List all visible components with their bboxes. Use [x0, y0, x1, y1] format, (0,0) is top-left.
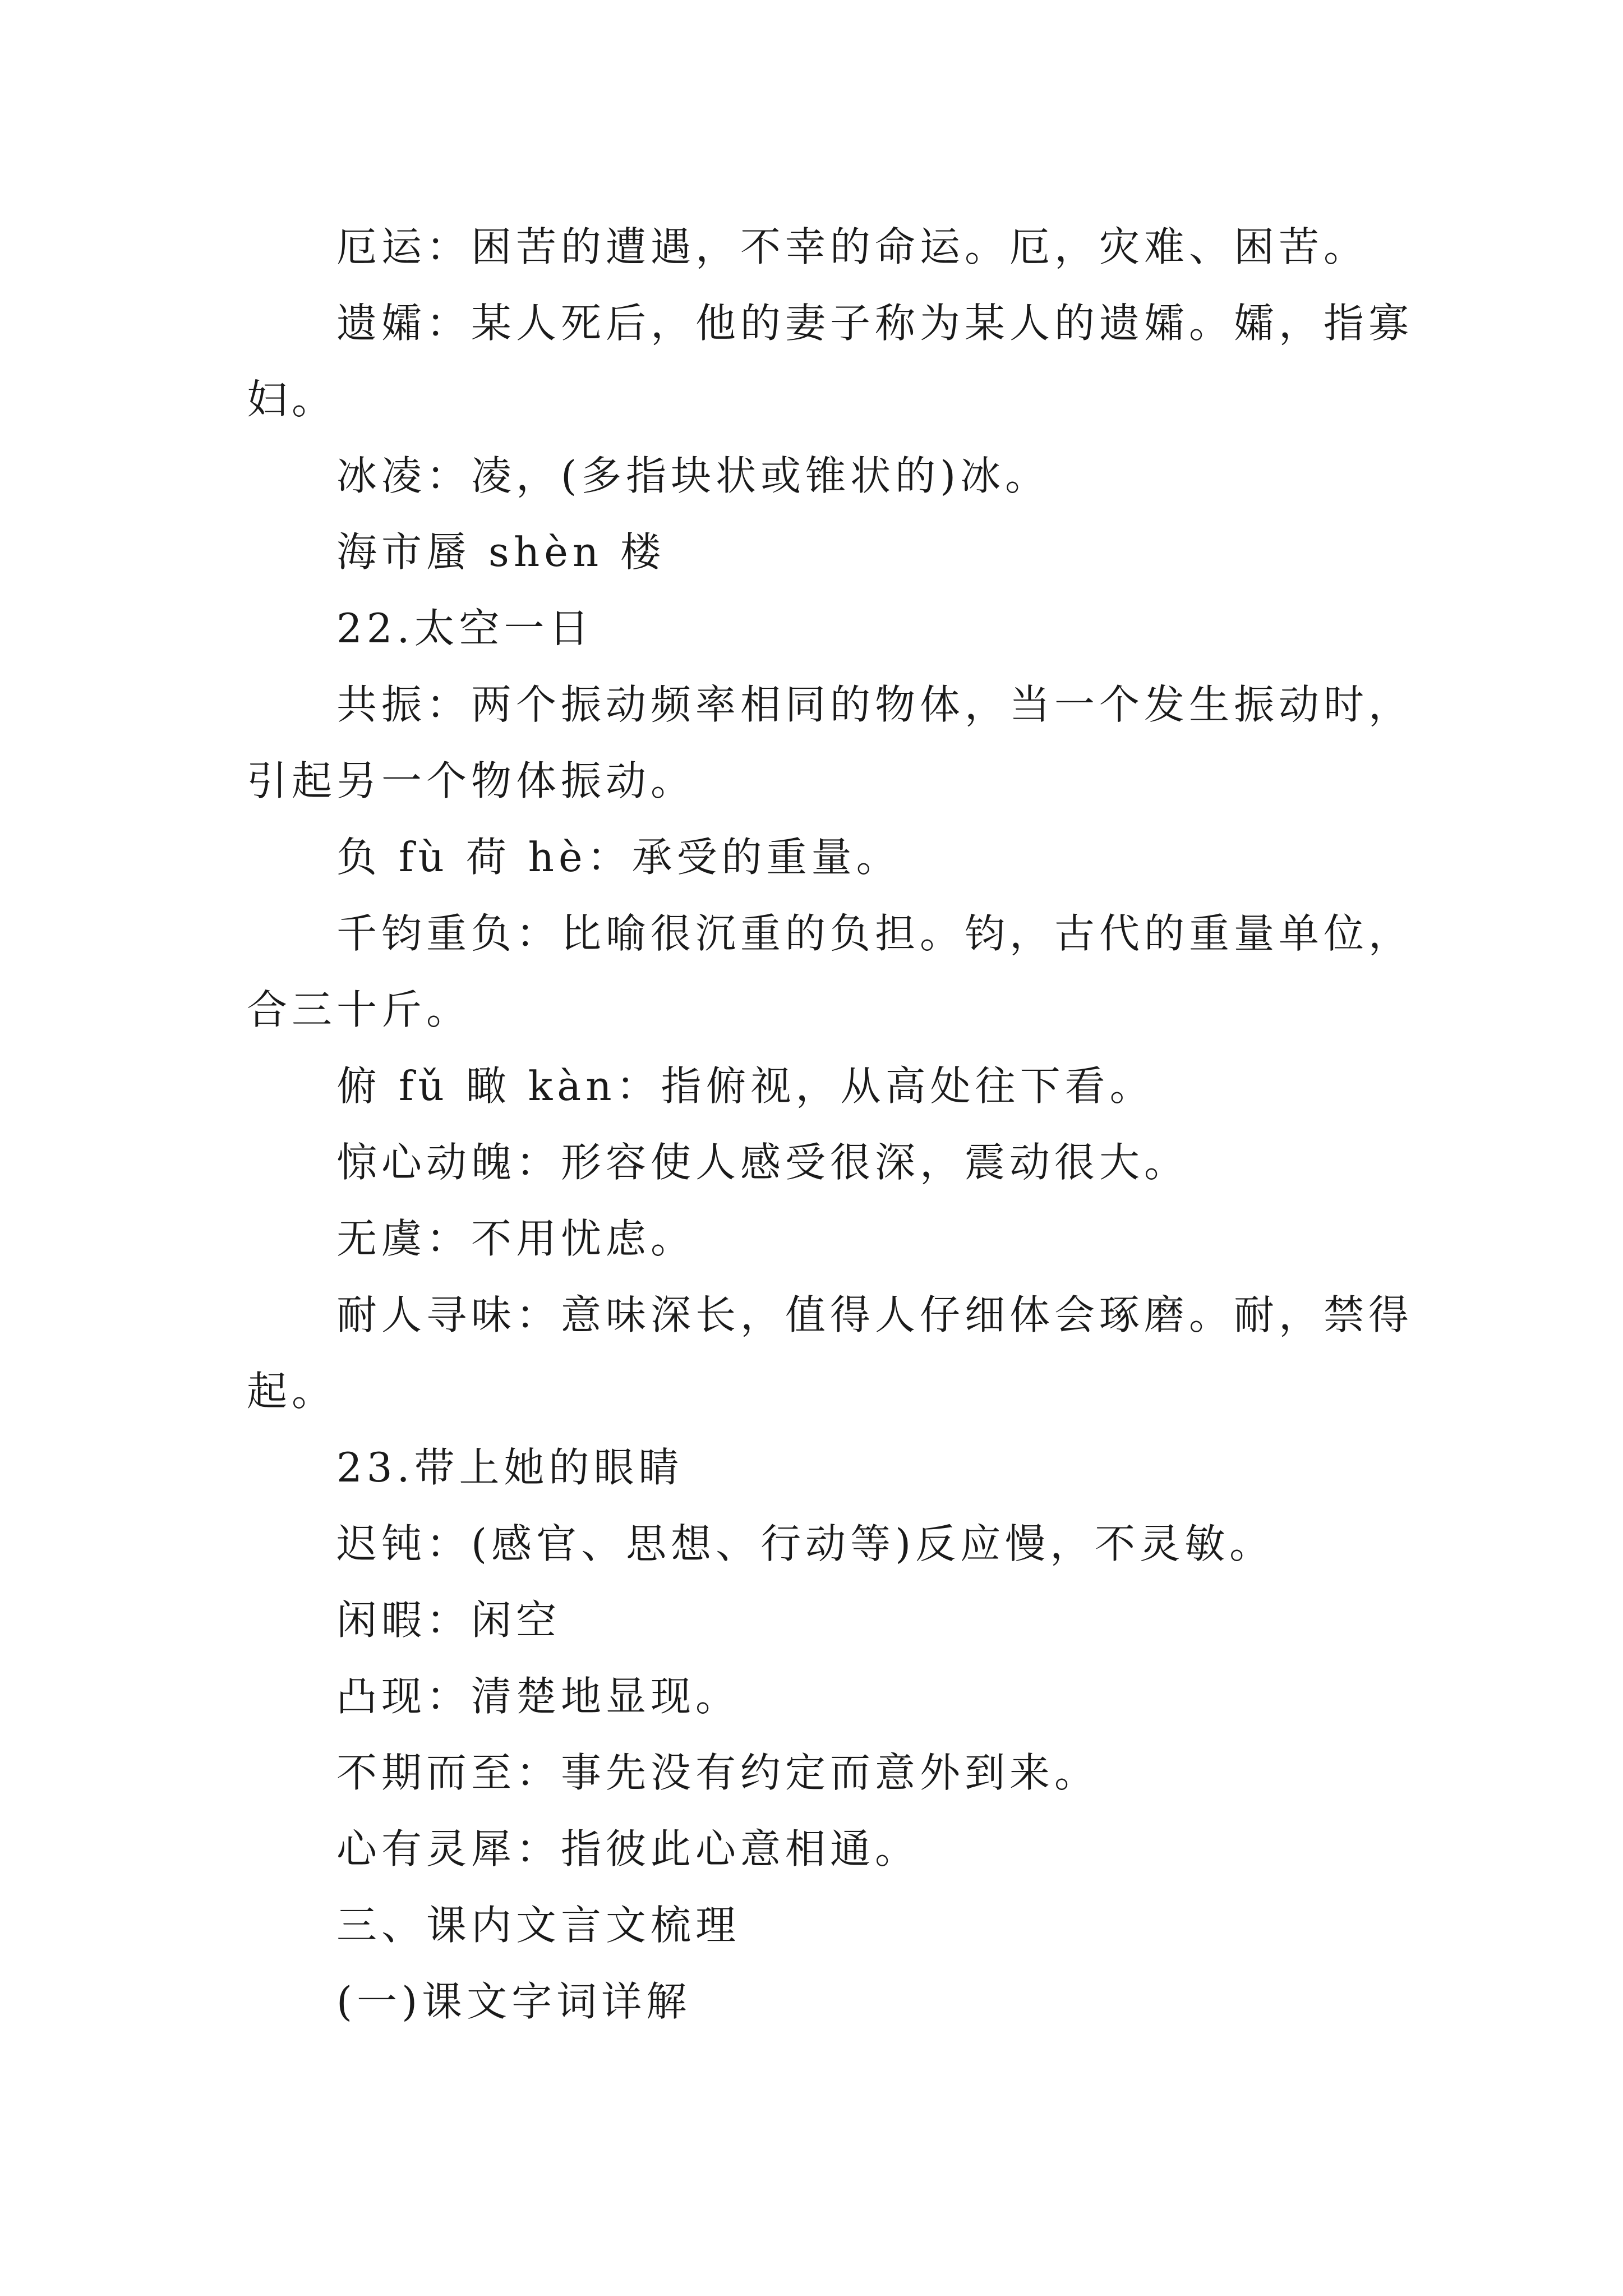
- definition-line-tuxian: 凸现：清楚地显现。: [336, 1673, 741, 1720]
- definition-line-qianjunzhongfu: 千钧重负：比喻很沉重的负担。钧，古代的重量单位，: [336, 910, 1414, 957]
- document-body: [247, 209, 1414, 2040]
- definition-line-haishishenlou: 海市蜃 shèn 楼: [336, 528, 666, 576]
- definition-line-bingling: 冰凌：凌，(多指块状或锥状的)冰。: [336, 452, 1050, 499]
- definition-line-gongzhen-cont: 引起另一个物体振动。: [247, 757, 696, 804]
- subsection-heading-1: (一)课文字词详解: [336, 1978, 691, 2025]
- definition-line-fukan: 俯 fǔ 瞰 kàn：指俯视，从高处往下看。: [336, 1062, 1155, 1110]
- definition-line-gongzhen: 共振：两个振动频率相同的物体，当一个发生振动时，: [336, 681, 1414, 728]
- definition-line-nairenxunwei-cont: 起。: [247, 1368, 337, 1415]
- definition-line-jingxindongpo: 惊心动魄：形容使人感受很深，震动很大。: [336, 1139, 1189, 1186]
- definition-line-xinyoulingxi: 心有灵犀：指彼此心意相通。: [336, 1825, 920, 1872]
- definition-line-yishuang-cont: 妇。: [247, 376, 337, 423]
- definition-line-wuyu: 无虞：不用忧虑。: [336, 1215, 696, 1262]
- definition-line-yishuang: 遗孀：某人死后，他的妻子称为某人的遗孀。孀，指寡: [336, 300, 1414, 347]
- definition-line-qianjunzhongfu-cont: 合三十斤。: [247, 986, 472, 1033]
- lesson-heading-22: 22.太空一日: [336, 605, 594, 652]
- definition-line-chidun: 迟钝：(感官、思想、行动等)反应慢，不灵敏。: [336, 1520, 1275, 1567]
- definition-line-fuhe: 负 fù 荷 hè：承受的重量。: [336, 834, 901, 881]
- definition-line-eyun: 厄运：困苦的遭遇，不幸的命运。厄，灾难、困苦。: [336, 223, 1369, 270]
- definition-line-xianxia: 闲暇：闲空: [336, 1596, 561, 1644]
- definition-line-nairenxunwei: 耐人寻味：意味深长，值得人仔细体会琢磨。耐，禁得: [336, 1291, 1414, 1338]
- definition-line-buqierzhi: 不期而至：事先没有约定而意外到来。: [336, 1749, 1100, 1796]
- lesson-heading-23: 23.带上她的眼睛: [336, 1444, 684, 1491]
- section-heading-3: 三、课内文言文梳理: [336, 1902, 741, 1949]
